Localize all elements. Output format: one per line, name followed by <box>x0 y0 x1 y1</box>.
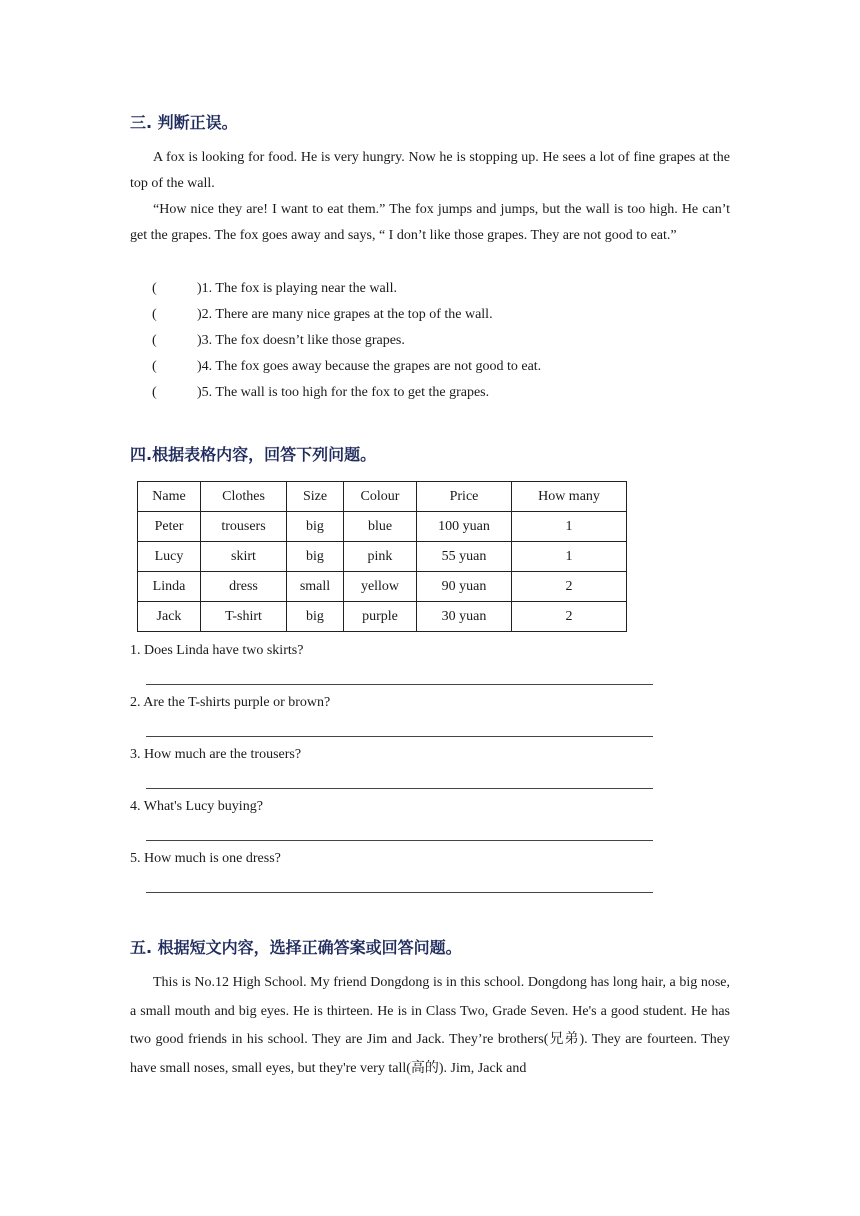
table-cell: blue <box>344 512 417 542</box>
passage-paragraph-2: “How nice they are! I want to eat them.” The fox jumps and jumps, but the wall is too high. He can’t get the grapes. The fox goes away and says, “ I don’t like those grapes. They are not good to eat.” <box>130 202 730 243</box>
table-cell: big <box>287 542 344 572</box>
statement-4 <box>152 357 541 377</box>
table-cell: 55 yuan <box>417 542 512 572</box>
table-cell: dress <box>201 572 287 602</box>
table-cell: Jack <box>138 602 201 632</box>
table-cell: 2 <box>512 572 627 602</box>
table-header-row <box>138 482 627 512</box>
statement-text: )3. The fox doesn’t like those grapes. <box>197 333 405 348</box>
table-cell: 1 <box>512 542 627 572</box>
statement-text: )2. There are many nice grapes at the top of the wall. <box>197 307 493 322</box>
statement-1 <box>152 279 397 299</box>
column-header: Name <box>138 482 201 512</box>
column-header: Colour <box>344 482 417 512</box>
answer-line-5[interactable] <box>146 892 653 893</box>
table-cell: trousers <box>201 512 287 542</box>
table-cell: 2 <box>512 602 627 632</box>
clothes-table <box>137 481 627 632</box>
table-cell: T-shirt <box>201 602 287 632</box>
table-cell: Lucy <box>138 542 201 572</box>
section-4-heading: 四.根据表格内容，回答下列问题。 <box>130 445 377 464</box>
table-row <box>138 512 627 542</box>
statement-text: )5. The wall is too high for the fox to get the grapes. <box>197 385 490 400</box>
column-header: How many <box>512 482 627 512</box>
statement-2 <box>152 305 493 325</box>
column-header: Clothes <box>201 482 287 512</box>
table-cell: Peter <box>138 512 201 542</box>
answer-line-4[interactable] <box>146 840 653 841</box>
table-cell: Linda <box>138 572 201 602</box>
question-3: 3. How much are the trousers? <box>130 747 302 762</box>
answer-bracket[interactable]: ( <box>152 385 157 400</box>
answer-line-1[interactable] <box>146 684 653 685</box>
column-header: Size <box>287 482 344 512</box>
table-cell: skirt <box>201 542 287 572</box>
answer-bracket[interactable]: ( <box>152 281 157 296</box>
table-cell: pink <box>344 542 417 572</box>
column-header: Price <box>417 482 512 512</box>
table-cell: 100 yuan <box>417 512 512 542</box>
table-row <box>138 542 627 572</box>
answer-line-3[interactable] <box>146 788 653 789</box>
statement-5 <box>152 383 489 403</box>
passage-paragraph-1: A fox is looking for food. He is very hungry. Now he is stopping up. He sees a lot of fine grapes at the top of the wall. <box>130 150 730 191</box>
table-cell: big <box>287 602 344 632</box>
answer-bracket[interactable]: ( <box>152 333 157 348</box>
statement-text: )1. The fox is playing near the wall. <box>197 281 397 296</box>
question-2: 2. Are the T-shirts purple or brown? <box>130 695 331 710</box>
table-cell: big <box>287 512 344 542</box>
table-cell: 1 <box>512 512 627 542</box>
table-cell: 30 yuan <box>417 602 512 632</box>
question-5: 5. How much is one dress? <box>130 851 281 866</box>
table-row <box>138 572 627 602</box>
answer-line-2[interactable] <box>146 736 653 737</box>
section-3-heading: 三. 判断正误。 <box>130 113 238 132</box>
table-cell: small <box>287 572 344 602</box>
section-5-heading: 五. 根据短文内容，选择正确答案或回答问题。 <box>130 938 462 957</box>
statement-text: )4. The fox goes away because the grapes are not good to eat. <box>197 359 542 374</box>
table-row <box>138 602 627 632</box>
question-4: 4. What's Lucy buying? <box>130 799 263 814</box>
table-cell: yellow <box>344 572 417 602</box>
passage-paragraph-3: This is No.12 High School. My friend Dongdong is in this school. Dongdong has long hair, a big nose, a small mouth and big eyes. He is thirteen. He is in Class Two, Grade Seven. He's a good student. He has two good friends in his school. They are Jim and Jack. They’re brothers(兄弟). They are fourteen. They have small noses, small eyes, but they're very tall(高的). Jim, Jack and <box>130 975 730 1076</box>
answer-bracket[interactable]: ( <box>152 307 157 322</box>
table-cell: purple <box>344 602 417 632</box>
table-cell: 90 yuan <box>417 572 512 602</box>
statement-3 <box>152 331 405 351</box>
answer-bracket[interactable]: ( <box>152 359 157 374</box>
question-1: 1. Does Linda have two skirts? <box>130 643 304 658</box>
